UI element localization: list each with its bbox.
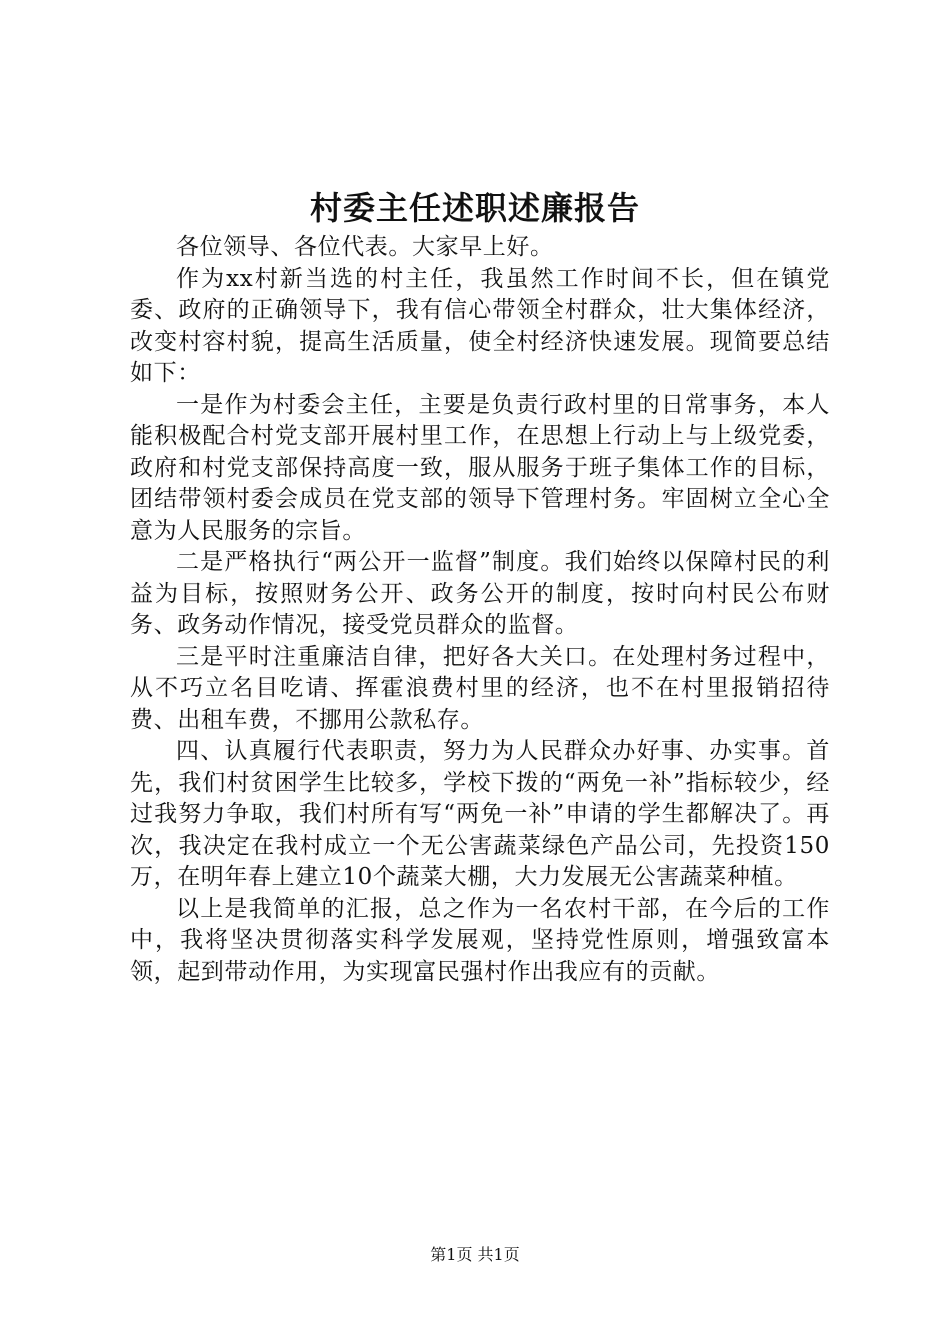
paragraph-conclusion: 以上是我简单的汇报，总之作为一名农村干部，在今后的工作中，我将坚决贯彻落实科学发展观，坚持党性原则，增强致富本领，起到带动作用，为实现富民强村作出我应有的贡献。: [130, 895, 830, 985]
paragraph-point-4: 四、认真履行代表职责，努力为人民群众办好事、办实事。首先，我们村贫困学生比较多，学校下拨的“两免一补”指标较少，经过我努力争取，我们村所有写“两免一补”申请的学生都解决了。再次，我决定在我村成立一个无公害蔬菜绿色产品公司，先投资150万，在明年春上建立10个蔬菜大棚，大力发展无公害蔬菜种植。: [130, 738, 830, 890]
paragraph-intro: 作为xx村新当选的村主任，我虽然工作时间不长，但在镇党委、政府的正确领导下，我有信心带领全村群众，壮大集体经济，改变村容村貌，提高生活质量，使全村经济快速发展。现简要总结如下：: [130, 265, 830, 386]
paragraph-point-3: 三是平时注重廉洁自律，把好各大关口。在处理村务过程中，从不巧立名目吃请、挥霍浪费村里的经济，也不在村里报销招待费、出租车费，不挪用公款私存。: [130, 643, 830, 733]
paragraph-point-1: 一是作为村委会主任，主要是负责行政村里的日常事务，本人能积极配合村党支部开展村里工作，在思想上行动上与上级党委，政府和村党支部保持高度一致，服从服务于班子集体工作的目标，团结带领村委会成员在党支部的领导下管理村务。牢固树立全心全意为人民服务的宗旨。: [130, 391, 830, 544]
paragraph-point-2: 二是严格执行“两公开一监督”制度。我们始终以保障村民的利益为目标，按照财务公开、政务公开的制度，按时向村民公布财务、政务动作情况，接受党员群众的监督。: [130, 549, 830, 638]
page-footer: 第1页 共1页: [430, 1245, 520, 1264]
document-title: 村委主任述职述廉报告: [309, 189, 640, 227]
paragraph-greeting: 各位领导、各位代表。大家早上好。: [176, 234, 554, 260]
document-body: [130, 232, 830, 988]
